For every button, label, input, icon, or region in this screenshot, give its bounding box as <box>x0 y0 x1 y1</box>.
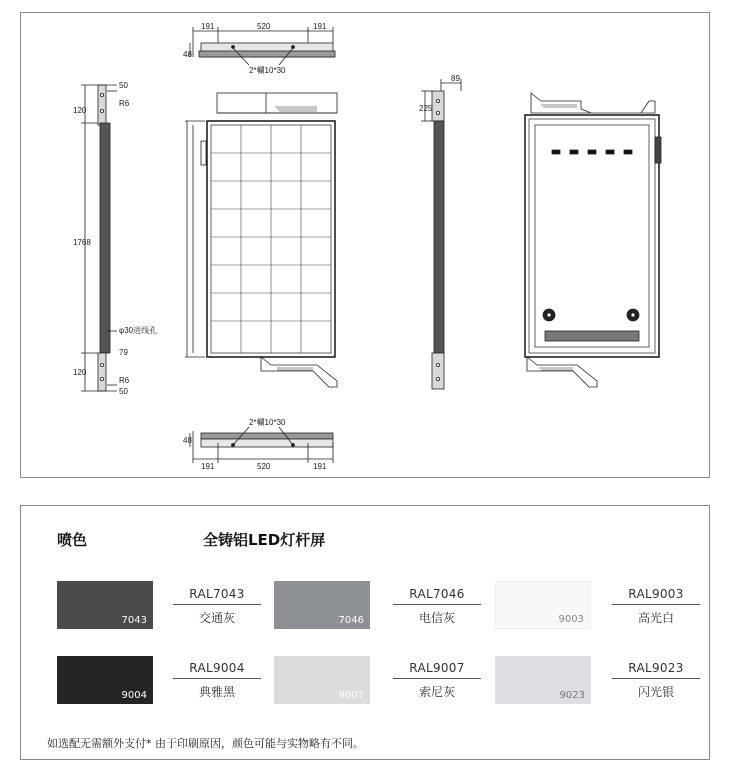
color-code: RAL9023 <box>612 661 700 679</box>
swatch-tag: 9007 <box>338 690 364 701</box>
color-swatch-9004[interactable] <box>57 656 153 704</box>
color-label-ral9003 <box>612 587 700 626</box>
dim-bottom-slot: 2*幱10*30 <box>249 418 286 427</box>
dim-hole: φ30进线孔 <box>119 326 158 335</box>
dim-radius: R6 <box>119 99 130 108</box>
color-swatch-9023[interactable] <box>495 656 591 704</box>
dim-side-bottom2: 50 <box>119 387 128 396</box>
color-code: RAL9004 <box>173 661 261 679</box>
color-label-ral7043 <box>173 587 261 626</box>
color-name: 索尼灰 <box>418 685 455 699</box>
color-name: 闪光银 <box>637 685 674 699</box>
dim-right-225: 225 <box>419 104 433 113</box>
back-view <box>525 93 661 387</box>
dim-side-top2: 120 <box>73 106 87 115</box>
swatch-tag: 9003 <box>558 614 584 625</box>
right-side-view <box>421 79 461 389</box>
color-swatch-7043[interactable] <box>57 581 153 629</box>
dim-top-right: 191 <box>313 22 327 31</box>
color-name: 典雅黑 <box>198 685 235 699</box>
dim-top-slot: 2*幱10*30 <box>249 66 286 75</box>
color-code: RAL7046 <box>393 587 481 605</box>
product-title: 全铸铝LED灯杆屏 <box>203 531 326 549</box>
dim-top-height: 48 <box>183 50 192 59</box>
color-code: RAL7043 <box>173 587 261 605</box>
top-bracket-view <box>190 27 335 65</box>
dim-bottom-height: 48 <box>183 436 192 445</box>
color-name: 交通灰 <box>198 611 235 625</box>
color-swatch-7046[interactable] <box>274 581 370 629</box>
dim-top-left: 191 <box>201 22 215 31</box>
technical-drawing-panel <box>20 12 710 478</box>
color-label-ral9004 <box>173 661 261 700</box>
technical-drawing <box>21 13 711 479</box>
color-name: 高光白 <box>637 611 674 625</box>
dim-radius2: R6 <box>119 376 130 385</box>
dim-side-79: 79 <box>119 348 128 357</box>
spray-color-label: 喷色 <box>57 531 88 549</box>
color-name: 电信灰 <box>418 611 455 625</box>
swatch-tag: 7046 <box>338 615 364 626</box>
color-label-ral9007 <box>393 661 481 700</box>
front-view <box>185 93 337 387</box>
color-code: RAL9007 <box>393 661 481 679</box>
color-label-ral9023 <box>612 661 700 700</box>
swatch-tag: 9023 <box>559 690 585 701</box>
swatch-tag: 9004 <box>121 690 147 701</box>
dim-bottom-mid: 520 <box>257 462 271 471</box>
dim-right-89: 89 <box>451 74 460 83</box>
bottom-bracket-view <box>190 427 333 463</box>
swatch-tag: 7043 <box>121 615 147 626</box>
color-options-panel <box>20 505 710 760</box>
dim-height: 1768 <box>73 238 91 247</box>
dim-bottom-left: 191 <box>201 462 215 471</box>
dim-side-top: 50 <box>119 81 128 90</box>
color-label-ral7046 <box>393 587 481 626</box>
dim-top-mid: 520 <box>257 22 271 31</box>
color-code: RAL9003 <box>612 587 700 605</box>
dim-bottom-right: 191 <box>313 462 327 471</box>
color-swatch-9007[interactable] <box>274 656 370 704</box>
dim-side-bottom: 120 <box>73 368 87 377</box>
footnote: 如选配无需额外支付* 由于印刷原因，颜色可能与实物略有不同。 <box>47 737 364 750</box>
color-swatch-9003[interactable] <box>495 581 591 629</box>
